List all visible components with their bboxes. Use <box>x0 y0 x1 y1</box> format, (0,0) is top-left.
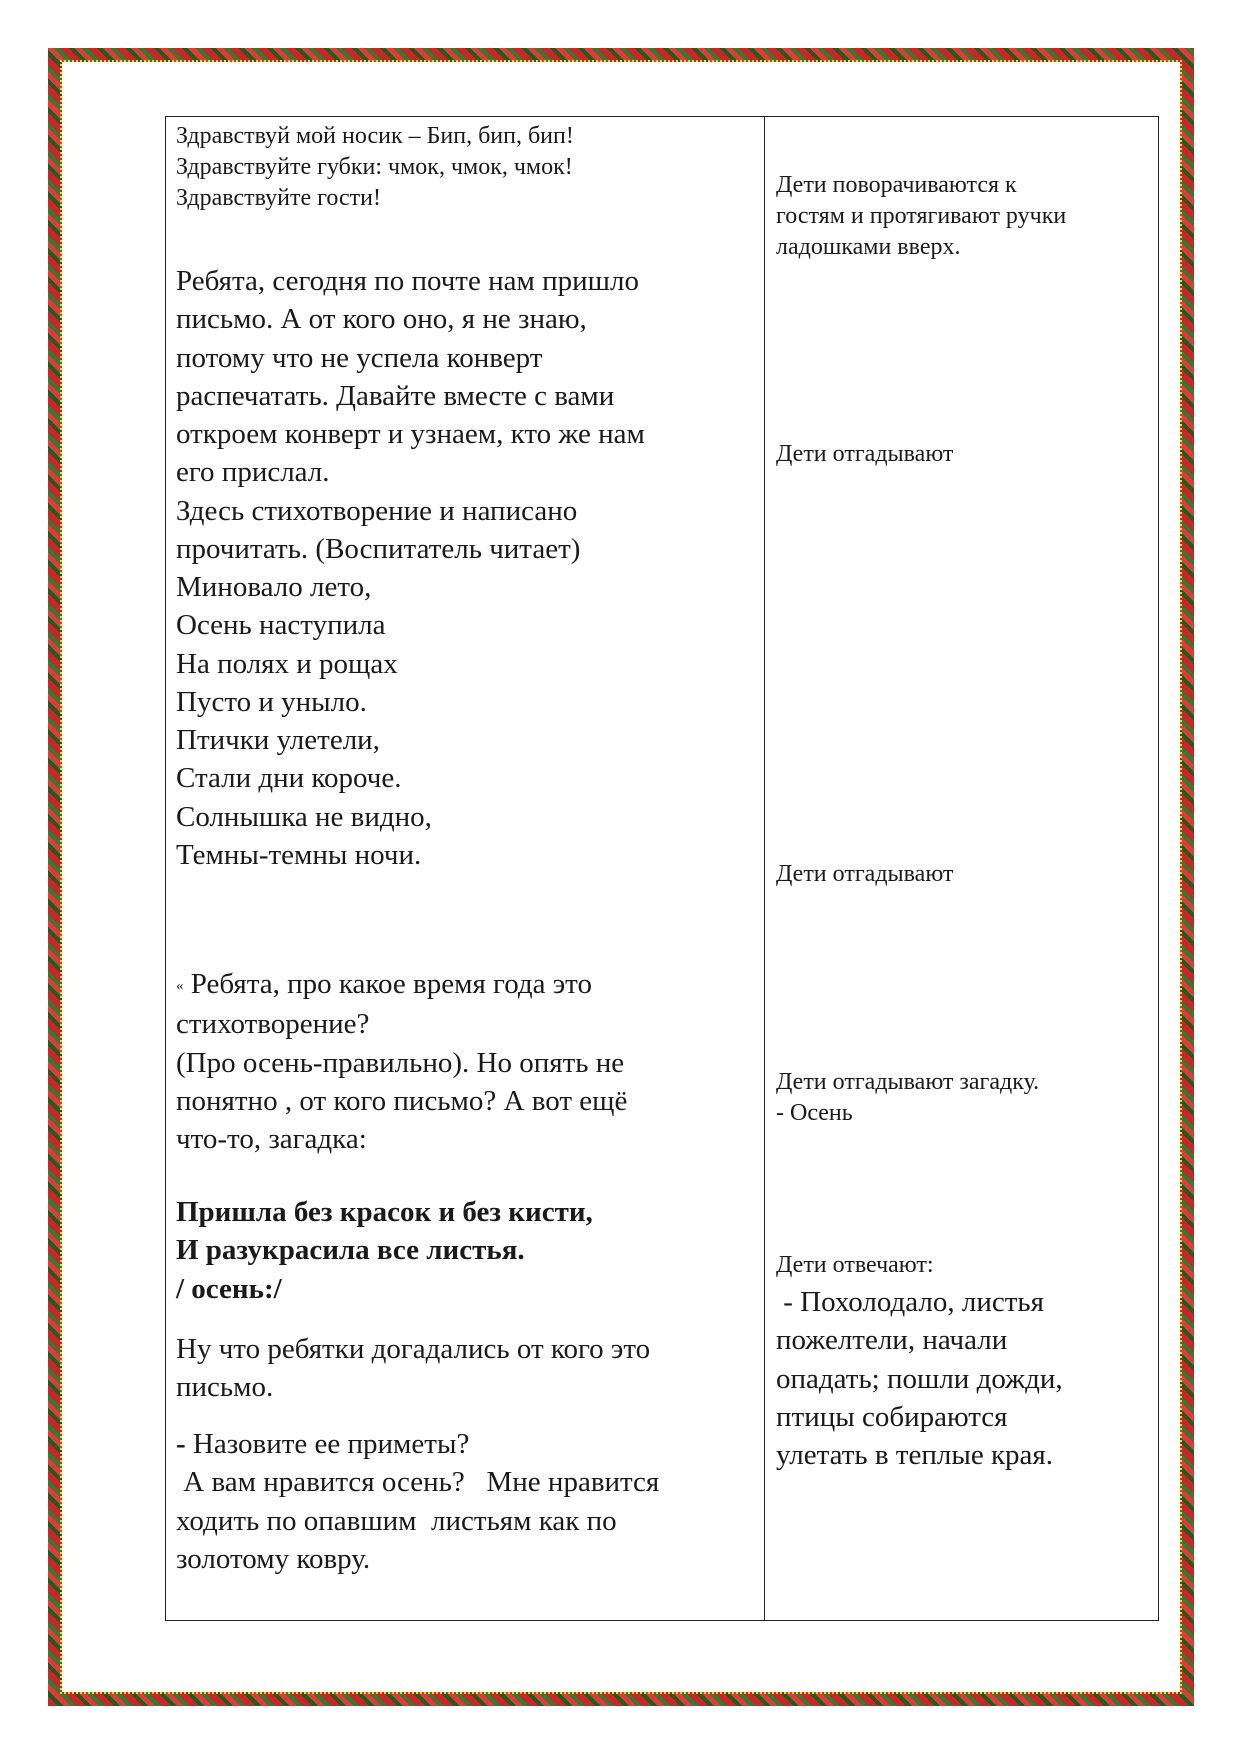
poem-line: Солнышка не видно, <box>176 800 432 833</box>
text-line: понятно , от кого письмо? А вот ещё <box>176 1085 628 1118</box>
poem-line: Темны-темны ночи. <box>176 839 422 872</box>
text-fragment: Назовите ее приметы? <box>192 1428 470 1460</box>
answer-label <box>776 1250 1150 1281</box>
text-line: гостям и протягивают ручки <box>776 203 1067 229</box>
text-line: стихотворение? <box>176 1008 370 1041</box>
poem-line: Стали дни короче. <box>176 762 402 795</box>
text-line: А вам нравится осень? Мне нравится <box>176 1466 660 1499</box>
text-line: (Про осень-правильно). Но опять не <box>176 1046 625 1079</box>
text-line: откроем конверт и узнаем, кто же нам <box>176 418 645 451</box>
guess-action-2 <box>776 859 1150 890</box>
poem-line: Осень наступила <box>176 609 386 642</box>
text-line: - Похолодало, листья <box>776 1286 1044 1318</box>
text-line: опадать; пошли дожди, <box>776 1362 1063 1395</box>
poem-line: Миновало лето, <box>176 571 372 603</box>
poem-line: Птички улетели, <box>176 724 380 757</box>
text-line: его прислал. <box>176 456 330 489</box>
text-line: Здравствуй мой носик – Бип, бип, бип! <box>176 123 574 149</box>
answer-text <box>776 1283 1150 1474</box>
text-line <box>176 1425 659 1463</box>
guests-action <box>776 170 1150 263</box>
poem-block <box>176 568 432 874</box>
text-line: улетать в теплые края. <box>776 1439 1054 1472</box>
quote-mark: « <box>176 978 184 995</box>
letter-intro-block <box>176 262 645 568</box>
riddle-block <box>176 1193 593 1308</box>
text-line: Дети отвечают: <box>776 1252 934 1278</box>
text-line: ходить по опавшим листьям как по <box>176 1504 617 1537</box>
children-column <box>766 117 1158 1620</box>
text-line: золотому ковру. <box>176 1542 371 1575</box>
text-line <box>176 965 627 1005</box>
text-line: Дети отгадывают загадку. <box>776 1069 1040 1095</box>
lesson-table <box>165 116 1159 1621</box>
signs-block <box>176 1425 659 1578</box>
text-line: пожелтели, начали <box>776 1324 1008 1357</box>
text-line: Здравствуйте гости! <box>176 185 381 211</box>
question-block <box>176 965 627 1159</box>
text-line: распечатать. Давайте вместе с вами <box>176 379 615 412</box>
text-line: письмо. А от кого оно, я не знаю, <box>176 303 587 336</box>
text-line: птицы собираются <box>776 1400 1008 1433</box>
guess-block <box>176 1330 650 1407</box>
guess-action-1 <box>776 439 1150 470</box>
text-line: что-то, загадка: <box>176 1123 367 1156</box>
teacher-column <box>166 117 764 1620</box>
text-line: Дети поворачиваются к <box>776 172 1017 198</box>
text-line: письмо. <box>176 1371 274 1404</box>
text-line: - Осень <box>776 1100 853 1126</box>
text-line: прочитать. (Воспитатель читает) <box>176 533 581 566</box>
text-line: Дети отгадывают <box>776 441 954 467</box>
text-line: Ну что ребятки догадались от кого это <box>176 1333 651 1365</box>
poem-line: На полях и рощах <box>176 647 398 680</box>
text-line: Здесь стихотворение и написано <box>176 494 578 527</box>
text-line: потому что не успела конверт <box>176 341 543 374</box>
text-line: Здравствуйте губки: чмок, чмок, чмок! <box>176 154 573 180</box>
dash-mark: - <box>176 1428 186 1460</box>
poem-line: Пусто и уныло. <box>176 685 367 718</box>
text-fragment: Ребята, про какое время года это <box>190 968 592 1000</box>
text-line: ладошками вверх. <box>776 234 961 260</box>
greeting-block <box>176 121 574 214</box>
riddle-line: И разукрасила все листья. <box>176 1234 525 1267</box>
riddle-line: Пришла без красок и без кисти, <box>176 1196 593 1228</box>
riddle-line: / осень:/ <box>176 1272 282 1305</box>
text-line: Ребята, сегодня по почте нам пришло <box>176 265 639 297</box>
riddle-answer <box>776 1067 1150 1129</box>
text-line: Дети отгадывают <box>776 861 954 887</box>
column-divider <box>764 117 765 1620</box>
